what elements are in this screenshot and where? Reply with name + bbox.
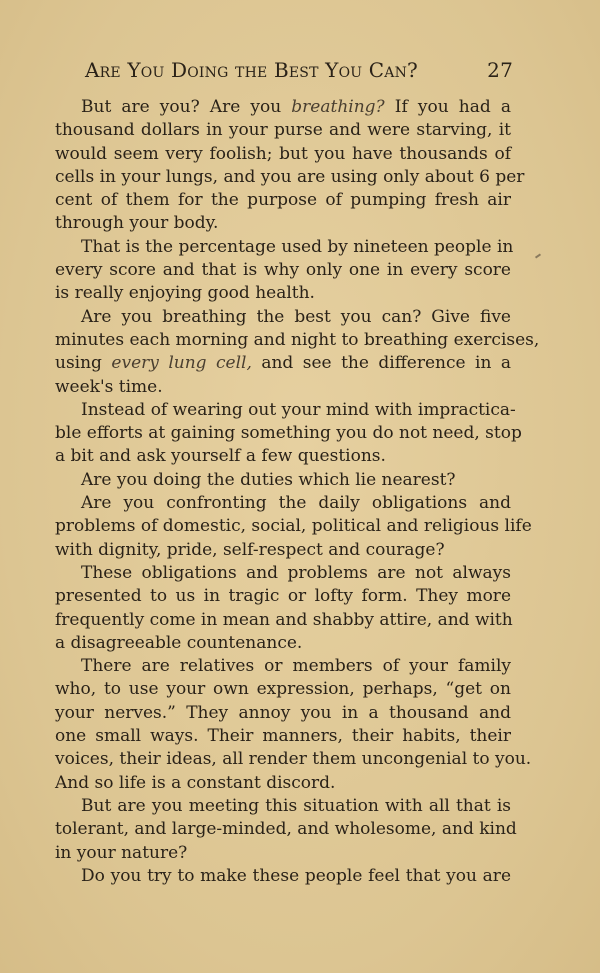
- line-text: Do you try to make these people feel that you are: [81, 865, 511, 886]
- italic-emphasis: breathing?: [291, 97, 385, 117]
- line-text: But are you? Are you: [81, 97, 292, 117]
- text-line: [55, 725, 511, 748]
- line-text: There are relatives or members of your family: [81, 656, 511, 677]
- running-title: Are You Doing the Best You Can?: [85, 58, 418, 82]
- italic-emphasis: every lung cell,: [111, 353, 252, 374]
- line-text: frequently come in mean and shabby attire, and with: [55, 609, 513, 630]
- line-text: That is the percentage used by nineteen people in: [81, 236, 514, 257]
- text-line: [55, 212, 511, 235]
- text-line: [55, 585, 511, 608]
- line-text: a bit and ask yourself a few questions.: [55, 446, 386, 467]
- text-line: [55, 445, 511, 468]
- line-text: Are you breathing the best you can? Give five: [81, 306, 511, 327]
- line-text: is really enjoying good health.: [55, 283, 315, 304]
- line-text: with dignity, pride, self-respect and courage?: [55, 539, 445, 560]
- text-line: [55, 469, 511, 492]
- line-text: presented to us in tragic or lofty form. They more: [55, 586, 511, 607]
- margin-mark: [535, 253, 541, 258]
- line-text: through your body.: [55, 213, 219, 234]
- line-text: problems of domestic, social, political and religious life: [55, 516, 532, 537]
- text-line: [55, 329, 540, 352]
- running-head: [85, 58, 513, 88]
- line-text: thousand dollars in your purse and were starving, it: [55, 120, 511, 141]
- page-number: 27: [487, 58, 513, 82]
- line-text: And so life is a constant discord.: [55, 772, 336, 793]
- line-text: Are you confronting the daily obligations and: [81, 493, 511, 514]
- line-text: in your nature?: [55, 842, 188, 863]
- text-line: [55, 119, 511, 142]
- text-line: [55, 143, 511, 166]
- text-line: [55, 795, 511, 818]
- line-text: But are you meeting this situation with all that is: [81, 795, 511, 816]
- text-line: [55, 376, 511, 399]
- text-line: [55, 539, 511, 562]
- line-text: one small ways. Their manners, their habits, their: [55, 726, 511, 747]
- line-text: and see the difference in a: [251, 353, 511, 374]
- line-text: every score and that is why only one in every score: [55, 260, 511, 281]
- text-line: [55, 655, 511, 678]
- body-text: [55, 96, 540, 888]
- text-line: [55, 632, 511, 655]
- text-line: [55, 236, 514, 259]
- text-line: [55, 772, 511, 795]
- line-text: cells in your lungs, and you are using only about 6 per: [55, 166, 525, 187]
- line-text: ble efforts at gaining something you do not need, stop: [55, 423, 522, 444]
- line-text: tolerant, and large-minded, and wholesome, and kind: [55, 819, 517, 840]
- text-line: [55, 399, 516, 422]
- line-text: Are you doing the duties which lie nearest?: [81, 469, 456, 490]
- text-line: [55, 562, 511, 585]
- text-line: [55, 515, 532, 538]
- line-text: voices, their ideas, all render them uncongenial to you.: [55, 749, 532, 770]
- line-text: who, to use your own expression, perhaps, “get on: [55, 679, 511, 700]
- line-text: cent of them for the purpose of pumping fresh air: [55, 190, 511, 211]
- line-text: using: [55, 353, 112, 374]
- text-line: [55, 842, 511, 865]
- text-line: [55, 748, 532, 771]
- text-line: [55, 818, 517, 841]
- text-line: [55, 166, 525, 189]
- text-line: [55, 189, 511, 212]
- text-line: [55, 352, 511, 375]
- text-line: [55, 306, 511, 329]
- text-line: [55, 96, 511, 119]
- line-text: minutes each morning and night to breathing exercises,: [55, 329, 540, 350]
- line-text: would seem very foolish; but you have thousands of: [55, 143, 511, 164]
- text-line: [55, 282, 511, 305]
- line-text: week's time.: [55, 376, 163, 397]
- line-text: These obligations and problems are not always: [81, 562, 511, 583]
- text-line: [55, 865, 511, 888]
- text-line: [55, 492, 511, 515]
- line-text: If you had a: [384, 97, 511, 117]
- text-line: [55, 609, 511, 632]
- line-text: your nerves.” They annoy you in a thousand and: [55, 702, 511, 723]
- text-line: [55, 678, 511, 701]
- text-line: [55, 259, 511, 282]
- text-line: [55, 422, 522, 445]
- text-line: [55, 702, 511, 725]
- line-text: Instead of wearing out your mind with impractica-: [81, 399, 516, 420]
- line-text: a disagreeable countenance.: [55, 632, 303, 653]
